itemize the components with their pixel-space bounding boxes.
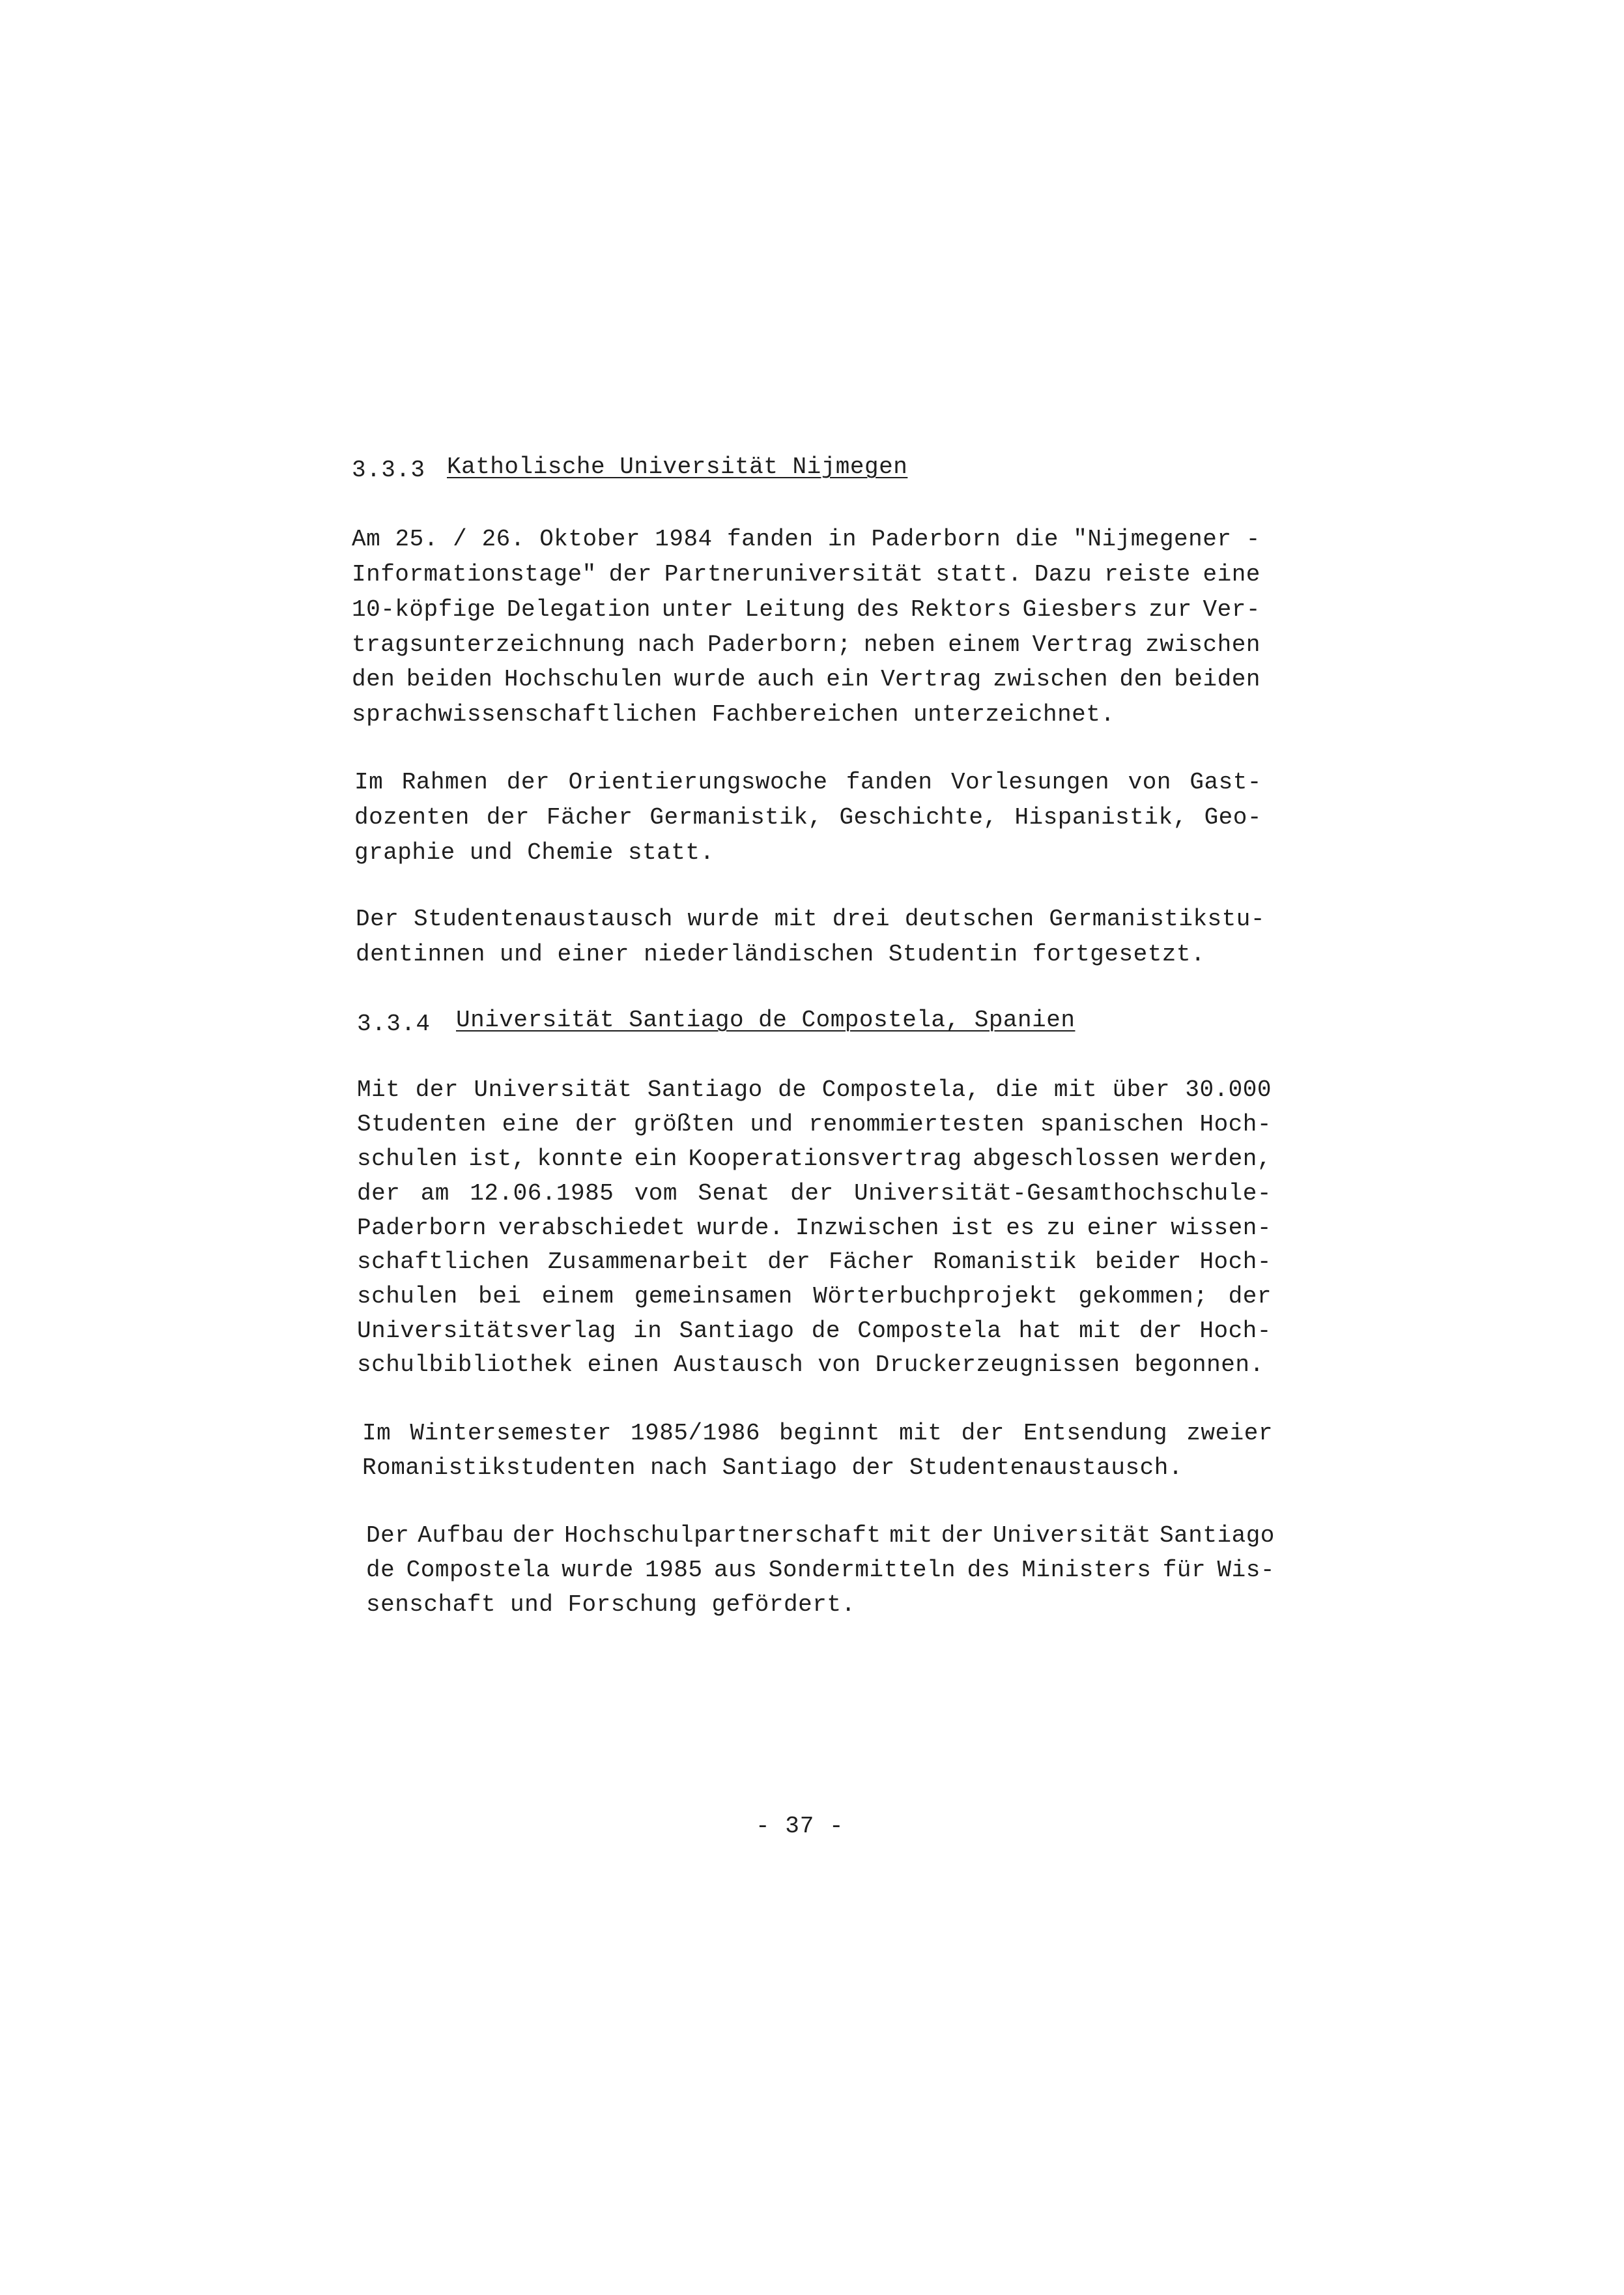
text-line <box>352 665 1261 694</box>
word: fanden <box>726 526 814 553</box>
word: es <box>1006 1215 1035 1241</box>
word: de <box>778 1076 807 1103</box>
word: Orientierungswoche <box>568 769 828 796</box>
word: einer <box>1087 1215 1160 1241</box>
word: vom <box>634 1180 678 1207</box>
word: Geo- <box>1204 804 1262 831</box>
word: spanischen <box>1040 1111 1184 1138</box>
word: der <box>1139 1318 1183 1344</box>
word: verabschiedet <box>498 1215 686 1241</box>
word: Aufbau <box>418 1522 504 1549</box>
word: wissen- <box>1171 1215 1272 1241</box>
word: der <box>415 1076 459 1103</box>
text-line: Romanistikstudenten nach Santiago der Studentenaustausch. <box>362 1454 1183 1481</box>
text-line: senschaft und Forschung gefördert. <box>366 1591 856 1618</box>
word: Senat <box>698 1180 770 1207</box>
word: 1984 <box>655 526 713 553</box>
word: Geschichte, <box>839 804 998 831</box>
word: tragsunterzeichnung <box>352 631 625 658</box>
text-line <box>352 525 1261 554</box>
word: Mit <box>357 1076 401 1103</box>
word: schaftlichen <box>357 1249 530 1275</box>
text-line <box>357 1110 1272 1139</box>
word: beiden <box>406 666 493 693</box>
word: 12.06.1985 <box>470 1180 614 1207</box>
word: der <box>608 561 652 588</box>
word: Studentenaustausch <box>413 906 673 932</box>
word: von <box>1128 769 1171 796</box>
word: am <box>420 1180 449 1207</box>
word: beginnt <box>779 1420 880 1447</box>
word: für <box>1162 1557 1206 1583</box>
word: 1985/1986 <box>631 1420 760 1447</box>
word: einem <box>948 631 1020 658</box>
word: wurde <box>674 666 746 693</box>
word: gekommen; <box>1078 1283 1208 1310</box>
word: bei <box>478 1283 522 1310</box>
word: werden, <box>1171 1146 1272 1172</box>
word: Wörterbuchprojekt <box>813 1283 1058 1310</box>
word: 10-köpfige <box>352 596 496 623</box>
word: zwischen <box>1145 631 1261 658</box>
word: zur <box>1148 596 1192 623</box>
word: dozenten <box>354 804 470 831</box>
text-line <box>357 1214 1272 1243</box>
text-line <box>352 631 1261 659</box>
word: einem <box>541 1283 614 1310</box>
word: mit <box>889 1522 933 1549</box>
word: mit <box>1079 1318 1122 1344</box>
word: wurde. <box>697 1215 784 1241</box>
word: Vertrag <box>881 666 982 693</box>
text-line: schulbibliothek einen Austausch von Druckerzeugnissen begonnen. <box>357 1351 1264 1378</box>
text-line <box>357 1179 1272 1208</box>
word: Ministers <box>1021 1557 1152 1583</box>
section-number-3-3-3: 3.3.3 <box>352 457 426 484</box>
text-line <box>354 768 1262 797</box>
word: in <box>633 1318 662 1344</box>
word: fanden <box>846 769 933 796</box>
word: auch <box>757 666 815 693</box>
word: Im <box>354 769 384 796</box>
word: konnte <box>537 1146 624 1172</box>
word: statt. <box>935 561 1023 588</box>
word: Fächer <box>829 1249 915 1275</box>
word: 26. <box>481 526 525 553</box>
word: Hochschulpartnerschaft <box>564 1522 881 1549</box>
word: renommiertesten <box>808 1111 1025 1138</box>
word: ein <box>826 666 870 693</box>
word: drei <box>832 906 890 932</box>
section-title-3-3-4: Universität Santiago de Compostela, Spanien <box>456 1007 1076 1033</box>
text-line <box>357 1248 1272 1277</box>
word: zwischen <box>993 666 1109 693</box>
word: Santiago <box>1160 1522 1275 1549</box>
word: mit <box>1053 1076 1098 1103</box>
word: Vorlesungen <box>951 769 1110 796</box>
word: Germanistikstu- <box>1049 906 1265 932</box>
word: / <box>453 526 468 553</box>
text-line <box>357 1317 1272 1346</box>
word: Informationstage" <box>352 561 597 588</box>
word: Gast- <box>1190 769 1262 796</box>
word: Germanistik, <box>649 804 823 831</box>
word: Universität <box>992 1522 1152 1549</box>
word: wurde <box>687 906 760 932</box>
word: Am <box>352 526 381 553</box>
word: Vertrag <box>1032 631 1133 658</box>
word: Fächer <box>546 804 633 831</box>
word: aus <box>714 1557 758 1583</box>
text-line <box>354 803 1262 832</box>
word: schulen <box>357 1146 458 1172</box>
word: de <box>366 1557 395 1583</box>
word: und <box>750 1111 793 1138</box>
word: Der <box>356 906 399 932</box>
word: der <box>767 1249 811 1275</box>
word: Zusammenarbeit <box>547 1249 750 1275</box>
word: 1985 <box>645 1557 703 1583</box>
word: Wis- <box>1217 1557 1275 1583</box>
text-line <box>357 1282 1272 1311</box>
word: der <box>941 1522 984 1549</box>
word: Oktober <box>539 526 640 553</box>
word: Im <box>362 1420 392 1447</box>
word: Paderborn <box>871 526 1001 553</box>
word: Universität-Gesamthochschule- <box>853 1180 1272 1207</box>
text-line <box>366 1522 1275 1550</box>
word: die <box>995 1076 1039 1103</box>
word: der <box>575 1111 619 1138</box>
word: mit <box>899 1420 943 1447</box>
word: der <box>506 769 550 796</box>
word: Compostela <box>857 1318 1002 1344</box>
word: hat <box>1018 1318 1062 1344</box>
word: abgeschlossen <box>973 1146 1160 1172</box>
page-number: - 37 - <box>756 1813 844 1840</box>
section-title-3-3-3: Katholische Universität Nijmegen <box>447 454 908 480</box>
word: Dazu <box>1034 561 1092 588</box>
section-number-3-3-4: 3.3.4 <box>357 1011 431 1037</box>
word: des <box>856 596 900 623</box>
word: Rahmen <box>401 769 489 796</box>
word: Leitung <box>745 596 846 623</box>
word: Hoch- <box>1199 1318 1272 1344</box>
word: Paderborn; <box>707 631 852 658</box>
word: Hispanistik, <box>1014 804 1188 831</box>
word: deutschen <box>904 906 1034 932</box>
word: Giesbers <box>1022 596 1138 623</box>
word: eine <box>502 1111 560 1138</box>
word: ist <box>950 1215 995 1241</box>
word: wurde <box>562 1557 634 1583</box>
text-line <box>357 1145 1272 1174</box>
word: der <box>357 1180 401 1207</box>
word: ist, <box>468 1146 526 1172</box>
word: Kooperationsvertrag <box>688 1146 962 1172</box>
word: de <box>811 1318 840 1344</box>
text-line: dentinnen und einer niederländischen Studentin fortgesetzt. <box>356 941 1206 968</box>
word: Wintersemester <box>410 1420 612 1447</box>
word: Sondermitteln <box>768 1557 956 1583</box>
word: Der <box>366 1522 410 1549</box>
word: Entsendung <box>1023 1420 1168 1447</box>
text-line: sprachwissenschaftlichen Fachbereichen unterzeichnet. <box>352 701 1115 728</box>
word: Universitätsverlag <box>357 1318 616 1344</box>
word: der <box>790 1180 834 1207</box>
word: 25. <box>395 526 438 553</box>
word: Hochschulen <box>504 666 662 693</box>
text-line <box>357 1076 1272 1104</box>
text-line <box>362 1419 1273 1448</box>
word: die <box>1015 526 1059 553</box>
text-line <box>352 596 1261 624</box>
text-line: graphie und Chemie statt. <box>354 839 715 866</box>
word: "Nijmegener <box>1073 526 1232 553</box>
word: Delegation <box>506 596 651 623</box>
word: ein <box>634 1146 678 1172</box>
word: Santiago <box>647 1076 763 1103</box>
word: Universität <box>474 1076 633 1103</box>
word: den <box>352 666 395 693</box>
word: der <box>1228 1283 1272 1310</box>
word: reiste <box>1104 561 1191 588</box>
word: zweier <box>1186 1420 1273 1447</box>
word: Rektors <box>911 596 1012 623</box>
word: Santiago <box>679 1318 795 1344</box>
word: - <box>1246 526 1261 553</box>
word: der <box>512 1522 556 1549</box>
word: schulen <box>357 1283 458 1310</box>
word: unter <box>661 596 734 623</box>
word: neben <box>863 631 936 658</box>
word: Paderborn <box>357 1215 487 1241</box>
word: den <box>1119 666 1163 693</box>
word: Studenten <box>357 1111 487 1138</box>
word: Compostela <box>406 1557 550 1583</box>
word: des <box>967 1557 1010 1583</box>
text-line <box>366 1556 1275 1585</box>
word: beiden <box>1174 666 1261 693</box>
word: Compostela, <box>821 1076 980 1103</box>
word: Ver- <box>1203 596 1261 623</box>
word: 30.000 <box>1185 1076 1272 1103</box>
word: zu <box>1046 1215 1076 1241</box>
word: der <box>486 804 530 831</box>
word: Romanistik <box>933 1249 1077 1275</box>
word: beider <box>1095 1249 1182 1275</box>
word: in <box>827 526 857 553</box>
word: eine <box>1203 561 1261 588</box>
word: der <box>961 1420 1004 1447</box>
word: größten <box>633 1111 735 1138</box>
text-line <box>356 905 1265 934</box>
word: Inzwischen <box>795 1215 939 1241</box>
word: Partneruniversität <box>664 561 924 588</box>
text-line <box>352 560 1261 589</box>
word: Hoch- <box>1199 1249 1272 1275</box>
word: nach <box>637 631 696 658</box>
word: mit <box>774 906 818 932</box>
word: über <box>1112 1076 1170 1103</box>
word: gemeinsamen <box>634 1283 793 1310</box>
word: Hoch- <box>1199 1111 1272 1138</box>
